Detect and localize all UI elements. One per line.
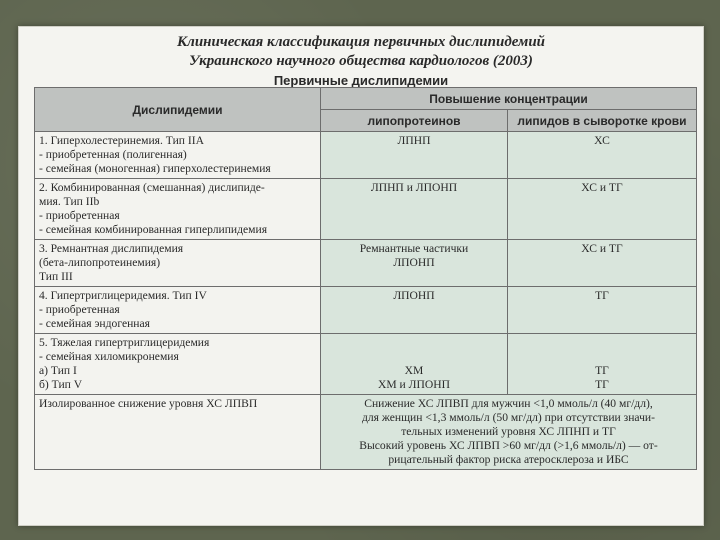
- cell-line: [325, 336, 503, 350]
- slide-subtitle: Первичные дислипидемии: [273, 73, 449, 88]
- row-lipoproteins-cell: [321, 179, 508, 240]
- cell-line: б) Тип V: [39, 378, 83, 391]
- cell-line: [512, 336, 692, 350]
- cell-line: ЛПНП и ЛПОНП: [370, 181, 458, 194]
- row-lipoproteins-cell: [321, 287, 508, 334]
- cell-line: ТГ: [595, 289, 609, 302]
- cell-line: - семейная комбинированная гиперлипидемия: [39, 223, 268, 236]
- cell-line: Тип III: [39, 270, 73, 283]
- cell-line: - семейная (моногенная) гиперхолестеринемия: [39, 162, 271, 175]
- cell-line: ЛПОНП: [393, 289, 435, 302]
- cell-line: ЛПОНП: [393, 256, 435, 269]
- header-serum-lipids: липидов в сыворотке крови: [508, 110, 697, 132]
- cell-line: ТГ: [595, 378, 609, 391]
- cell-line: - семейная хиломикронемия: [39, 350, 179, 363]
- cell-line: - приобретенная: [39, 209, 120, 222]
- classification-table: [34, 87, 697, 470]
- row-serum-lipids-cell: [508, 287, 697, 334]
- cell-line: ХС и ТГ: [581, 242, 623, 255]
- row-dyslipidemia-cell: [35, 240, 321, 287]
- cell-line: 5. Тяжелая гипертриглицеридемия: [39, 336, 210, 349]
- row-dyslipidemia-cell: [35, 132, 321, 179]
- cell-line: 4. Гипертриглицеридемия. Тип IV: [39, 289, 207, 302]
- row-serum-lipids-cell: [508, 132, 697, 179]
- cell-line: а) Тип I: [39, 364, 77, 377]
- table-row: [35, 287, 697, 334]
- row-dyslipidemia-cell: [35, 287, 321, 334]
- slide: [18, 26, 704, 526]
- table-row: [35, 132, 697, 179]
- cell-line: - семейная эндогенная: [39, 317, 150, 330]
- cell-line: ТГ: [595, 364, 609, 377]
- cell-line: - приобретенная (полигенная): [39, 148, 187, 161]
- header-lipoproteins: липопротеинов: [321, 110, 508, 132]
- row-hdl-description-cell: [321, 395, 697, 470]
- cell-line: [512, 350, 692, 364]
- table-row: [35, 334, 697, 395]
- row-dyslipidemia-cell: [35, 334, 321, 395]
- table-row: [35, 240, 697, 287]
- cell-line: 1. Гиперхолестеринемия. Тип IIA: [39, 134, 205, 147]
- header-increase-concentration: Повышение концентрации: [321, 88, 697, 110]
- cell-line: - приобретенная: [39, 303, 120, 316]
- cell-line: [325, 350, 503, 364]
- cell-line: ХС: [594, 134, 610, 147]
- cell-line: мия. Тип IIb: [39, 195, 100, 208]
- cell-line: для женщин <1,3 ммоль/л (50 мг/дл) при отсутствии значи-: [361, 411, 655, 424]
- cell-line: Снижение ХС ЛПВП для мужчин <1,0 ммоль/л (40 мг/дл),: [364, 397, 653, 410]
- row-serum-lipids-cell: [508, 334, 697, 395]
- cell-line: Высокий уровень ХС ЛПВП >60 мг/дл (>1,6 ммоль/л) — от-: [359, 439, 658, 452]
- slide-title: [19, 33, 703, 71]
- cell-line: 3. Ремнантная дислипидемия: [39, 242, 184, 255]
- cell-line: (бета-липопротеинемия): [39, 256, 161, 269]
- cell-line: 2. Комбинированная (смешанная) дислипиде-: [39, 181, 265, 194]
- cell-line: Ремнантные частички: [359, 242, 469, 255]
- row-lipoproteins-cell: [321, 132, 508, 179]
- cell-line: ЛПНП: [397, 134, 431, 147]
- cell-line: тельных изменений уровня ХС ЛПНП и ТГ: [401, 425, 616, 438]
- cell-line: ХМ: [404, 364, 424, 377]
- table-row: [35, 395, 697, 470]
- cell-line: рицательный фактор риска атеросклероза и ИБС: [388, 453, 629, 466]
- table-row: [35, 179, 697, 240]
- row-serum-lipids-cell: [508, 179, 697, 240]
- header-dyslipidemias: Дислипидемии: [35, 88, 321, 132]
- cell-line: ХМ и ЛПОНП: [377, 378, 451, 391]
- title-line: Клиническая классификация первичных дислипидемий: [176, 34, 546, 50]
- row-serum-lipids-cell: [508, 240, 697, 287]
- row-dyslipidemia-cell: Изолированное снижение уровня ХС ЛПВП: [35, 395, 321, 470]
- title-line: Украинского научного общества кардиологов (2003): [189, 53, 533, 69]
- row-lipoproteins-cell: [321, 334, 508, 395]
- row-lipoproteins-cell: [321, 240, 508, 287]
- row-dyslipidemia-cell: [35, 179, 321, 240]
- cell-line: ХС и ТГ: [581, 181, 623, 194]
